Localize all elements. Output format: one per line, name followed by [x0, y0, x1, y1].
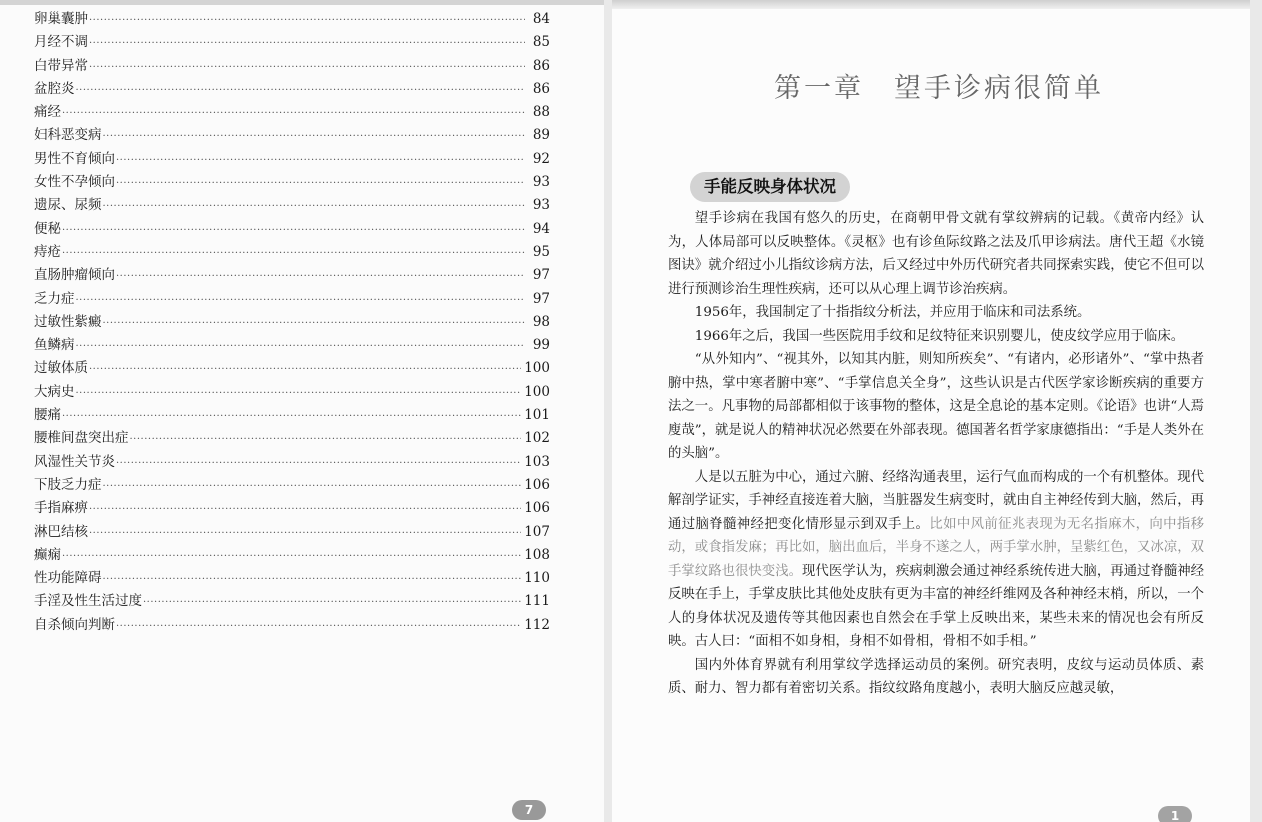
toc-entry-title: 痛经 [34, 104, 61, 121]
toc-entry [34, 31, 550, 54]
table-of-contents [34, 8, 550, 637]
toc-entry-page: 98 [532, 313, 550, 330]
toc-entry-title: 过敏体质 [34, 360, 88, 377]
toc-entry [34, 567, 550, 590]
toc-leader-dots [89, 498, 521, 521]
toc-leader-dots [103, 568, 522, 591]
toc-entry-title: 女性不孕倾向 [34, 174, 115, 191]
toc-leader-dots [89, 56, 525, 79]
toc-leader-dots [62, 102, 525, 125]
toc-entry-title: 男性不育倾向 [34, 150, 115, 167]
toc-entry [34, 544, 550, 567]
right-page [612, 0, 1250, 822]
toc-entry-page: 94 [532, 220, 550, 237]
toc-entry-title: 腰痛 [34, 407, 61, 424]
toc-entry-page: 106 [524, 500, 550, 517]
toc-entry [34, 101, 550, 124]
toc-entry-page: 99 [532, 337, 550, 354]
toc-leader-dots [76, 79, 526, 102]
toc-entry [34, 521, 550, 544]
toc-entry-title: 风湿性关节炎 [34, 453, 115, 470]
toc-entry-page: 97 [532, 290, 550, 307]
toc-entry [34, 614, 550, 637]
toc-leader-dots [116, 615, 521, 638]
toc-leader-dots [130, 428, 522, 451]
toc-entry [34, 8, 550, 31]
toc-entry-page: 100 [524, 360, 550, 377]
toc-entry-page: 110 [524, 570, 550, 587]
toc-entry-page: 112 [524, 616, 550, 633]
toc-entry [34, 55, 550, 78]
page-number-badge: 1 [1158, 806, 1192, 822]
paragraph-1: 望手诊病在我国有悠久的历史，在商朝甲骨文就有掌纹辨病的记载。《黄帝内经》认为，人体局部可以反映整体。《灵枢》也有诊鱼际纹路之法及爪甲诊病法。唐代王超《水镜图诀》就介绍过小儿指纹诊病方法，后又经过中外历代研究者共同探索实践，使它不但可以进行预测诊治生理性疾病，还可以从心理上调节诊治疾病。 [668, 211, 1204, 297]
left-page [0, 0, 604, 822]
section-heading: 手能反映身体状况 [690, 172, 850, 202]
toc-entry [34, 264, 550, 287]
toc-leader-dots [62, 545, 521, 568]
toc-entry-title: 月经不调 [34, 34, 88, 51]
toc-entry-title: 大病史 [34, 383, 75, 400]
chapter-title: 第一章 望手诊病很简单 [774, 73, 1104, 104]
toc-leader-dots [89, 522, 521, 545]
toc-entry-title: 下肢乏力症 [34, 476, 102, 493]
toc-entry-title: 淋巴结核 [34, 523, 88, 540]
toc-leader-dots [89, 9, 525, 32]
paragraph-5 [668, 466, 1204, 654]
toc-entry-page: 86 [532, 57, 550, 74]
toc-entry [34, 124, 550, 147]
toc-entry-page: 85 [532, 34, 550, 51]
page-number-badge: 7 [512, 800, 546, 820]
toc-entry [34, 427, 550, 450]
toc-entry-title: 性功能障碍 [34, 570, 102, 587]
toc-entry-page: 101 [524, 407, 550, 424]
toc-entry-page: 84 [532, 11, 550, 27]
toc-entry [34, 311, 550, 334]
toc-entry-page: 88 [532, 104, 550, 121]
toc-entry [34, 334, 550, 357]
paragraph-2: 1956年，我国制定了十指指纹分析法，并应用于临床和司法系统。 [694, 305, 1091, 320]
toc-entry [34, 451, 550, 474]
toc-leader-dots [116, 265, 525, 288]
toc-entry-page: 106 [524, 476, 550, 493]
toc-entry-title: 白带异常 [34, 57, 88, 74]
toc-leader-dots [103, 195, 526, 218]
toc-entry [34, 497, 550, 520]
toc-leader-dots [103, 125, 526, 148]
toc-entry [34, 357, 550, 380]
toc-entry-page: 100 [524, 383, 550, 400]
toc-leader-dots [116, 172, 525, 195]
toc-entry-page: 89 [532, 127, 550, 144]
toc-entry [34, 148, 550, 171]
toc-entry [34, 218, 550, 241]
toc-entry-title: 便秘 [34, 220, 61, 237]
toc-entry-title: 手指麻痹 [34, 500, 88, 517]
toc-entry-page: 93 [532, 174, 550, 191]
toc-leader-dots [143, 591, 521, 614]
toc-leader-dots [116, 452, 521, 475]
paragraph-3: 1966年之后，我国一些医院用手纹和足纹特征来识别婴儿，使皮纹学应用于临床。 [694, 328, 1185, 344]
toc-leader-dots [103, 475, 522, 498]
toc-entry-title: 妇科恶变病 [34, 127, 102, 144]
toc-entry-page: 86 [532, 80, 550, 97]
toc-entry-page: 92 [532, 150, 550, 167]
toc-entry [34, 381, 550, 404]
toc-entry-page: 107 [524, 523, 550, 540]
toc-leader-dots [89, 358, 521, 381]
toc-leader-dots [62, 405, 521, 428]
toc-entry-page: 93 [532, 197, 550, 214]
toc-entry-title: 遗尿、尿频 [34, 197, 102, 214]
paragraph-5-part-c: 现代医学认为，疾病刺激会通过神经系统传进大脑，再通过脊髓神经反映在手上，手掌皮肤比其他处皮肤有更为丰富的神经纤维网及各种神经末梢，所以，一个人的身体状况及遗传等其他因素也自然会在手掌上反映出来，某些未来的情况也会有所反映。古人曰：“面相不如身相，身相不如骨相，骨相不如手相。” [668, 563, 1205, 649]
toc-entry-title: 手淫及性生活过度 [34, 593, 142, 610]
toc-entry [34, 288, 550, 311]
top-edge [0, 0, 604, 5]
toc-entry-title: 自杀倾向判断 [34, 616, 115, 633]
toc-entry-page: 95 [532, 243, 550, 260]
toc-entry-title: 鱼鳞病 [34, 337, 75, 354]
toc-entry [34, 194, 550, 217]
toc-leader-dots [76, 382, 522, 405]
paragraph-4: “从外知内”、“视其外，以知其内脏，则知所疾矣”、“有诸内，必形诸外”、“掌中热者腑中热，掌中寒者腑中寒”、“手掌信息关全身”，这些认识是古代医学家诊断疾病的重要方法之一。凡事物的局部都相似于该事物的整体，这是全息论的基本定则。《论语》也讲“人焉廋哉”，就是说人的精神状况必然要在外部表现。德国著名哲学家康德指出：“手是人类外在的头脑”。 [668, 352, 1204, 461]
toc-entry-title: 卵巢囊肿 [34, 11, 88, 27]
toc-entry-title: 盆腔炎 [34, 80, 75, 97]
toc-entry [34, 590, 550, 613]
toc-leader-dots [76, 289, 526, 312]
toc-leader-dots [103, 312, 526, 335]
toc-entry-page: 103 [524, 453, 550, 470]
toc-entry-title: 过敏性紫癜 [34, 313, 102, 330]
toc-leader-dots [116, 149, 525, 172]
toc-leader-dots [89, 32, 525, 55]
toc-entry-title: 腰椎间盘突出症 [34, 430, 129, 447]
toc-leader-dots [76, 335, 526, 358]
toc-entry [34, 241, 550, 264]
top-edge [612, 0, 1250, 9]
toc-entry-page: 111 [524, 593, 550, 610]
body-text [668, 207, 1204, 701]
toc-entry-title: 癫痫 [34, 546, 61, 563]
toc-leader-dots [62, 219, 525, 242]
toc-entry [34, 171, 550, 194]
toc-entry-title: 痔疮 [34, 243, 61, 260]
toc-entry-page: 102 [524, 430, 550, 447]
toc-entry-page: 97 [532, 267, 550, 284]
paragraph-5-part-a: 人是以五脏为中心，通过六腑、经络沟通表里，运行气血而构成的一个有机整体。现代解剖学证实，手神经直接连着大脑，当脏器发生病变时，就由自主神经传到大脑，然后，再通过脑脊髓神经把变化情形显示到双手上。 [668, 469, 1204, 532]
paragraph-6: 国内外体育界就有利用掌纹学选择运动员的案例。研究表明，皮纹与运动员体质、素质、耐力、智力都有着密切关系。指纹纹路角度越小，表明大脑反应越灵敏， [668, 657, 1204, 696]
toc-entry-page: 108 [524, 546, 550, 563]
toc-leader-dots [62, 242, 525, 265]
toc-entry-title: 乏力症 [34, 290, 75, 307]
toc-entry [34, 78, 550, 101]
toc-entry [34, 404, 550, 427]
toc-entry [34, 474, 550, 497]
toc-entry-title: 直肠肿瘤倾向 [34, 267, 115, 284]
paragraph-5-faded-part: 比如中风前征兆表现为无名指麻木，向中指移动，或食指发麻；再比如，脑出血后，半身不遂之人，两手掌水肿，呈紫红色，又冰凉，双手掌纹路也很快变浅。 [668, 516, 1205, 579]
